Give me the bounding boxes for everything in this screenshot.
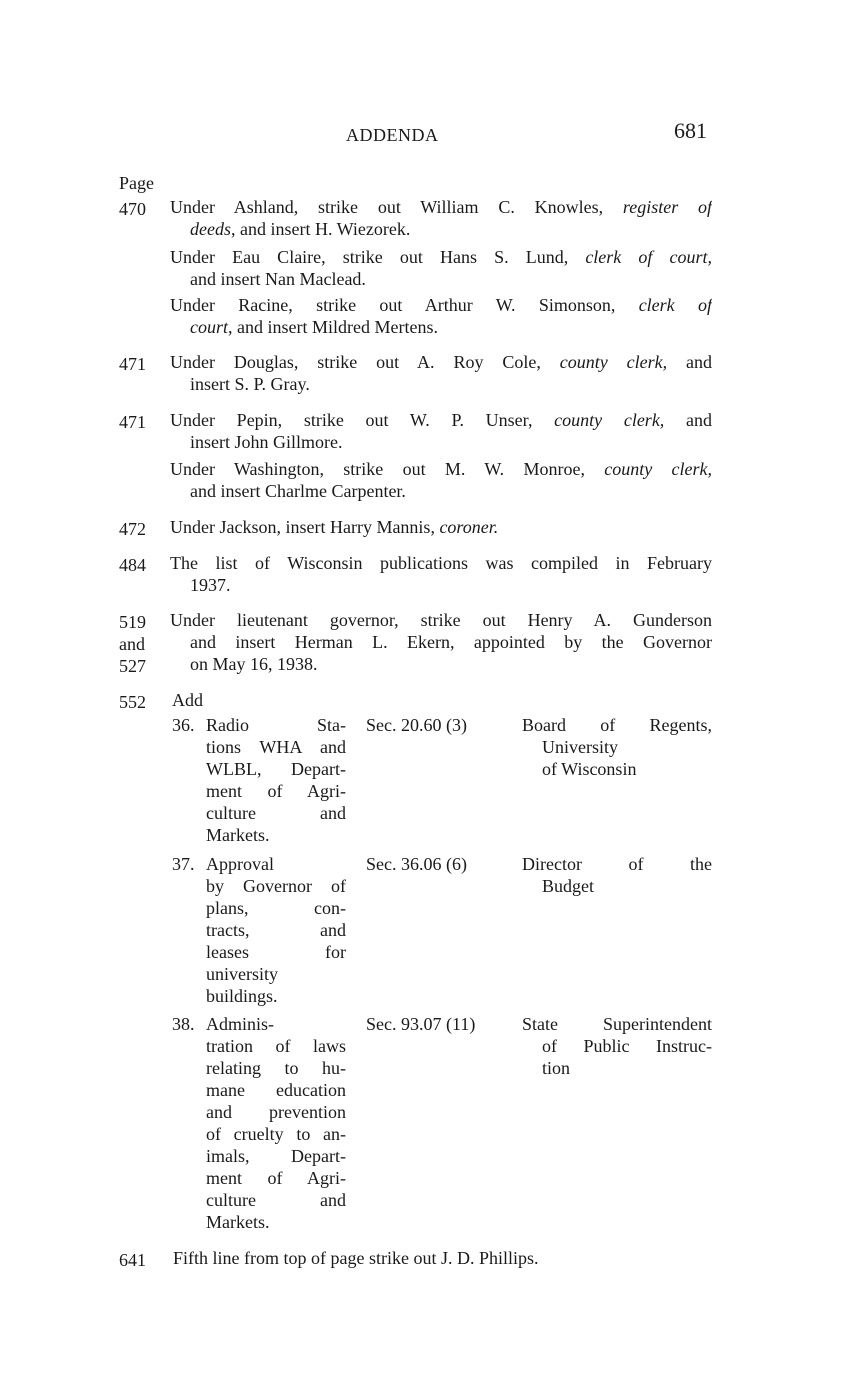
entry-line: Under Eau Claire, strike out Hans S. Lund, clerk of court, [170, 247, 712, 267]
entry-line: The list of Wisconsin publications was compiled in February [170, 553, 712, 573]
table-cell-section: Sec. 20.60 (3) [366, 715, 467, 735]
entry-page-number: 552 [119, 692, 146, 712]
entry-text [170, 409, 712, 453]
entry-page-number: 641 [119, 1250, 146, 1270]
entry-line: Under Washington, strike out M. W. Monroe, county clerk, [170, 459, 712, 479]
table-cell-agency: State Superintendent of Public Instruc- tion [522, 1014, 712, 1078]
table-cell-agency: Director of the Budget [522, 854, 712, 896]
table-cell-subject: Radio Sta- tions WHA and WLBL, Depart- ment of Agri- culture and Markets. [206, 715, 346, 845]
entry-line: 1937. [190, 575, 231, 595]
entry-text [170, 351, 712, 395]
page-column-label: Page [119, 173, 154, 193]
entry-line: insert S. P. Gray. [190, 374, 310, 394]
entry-line: on May 16, 1938. [190, 654, 318, 674]
table-cell-agency: Board of Regents, University of Wisconsin [522, 715, 712, 779]
entry-page-number: 527 [119, 656, 146, 676]
entry-text [170, 516, 712, 538]
entry-page-number: 472 [119, 519, 146, 539]
entry-line: and insert Herman L. Ekern, appointed by the Governor [190, 632, 712, 652]
entry-line: deeds, and insert H. Wiezorek. [190, 219, 411, 239]
entry-text [170, 294, 712, 338]
table-row-number: 37. [172, 854, 195, 874]
page-header-title: ADDENDA [346, 125, 439, 145]
entry-text [170, 196, 712, 240]
entry-line: Under Pepin, strike out W. P. Unser, county clerk, and [170, 410, 712, 430]
entry-line: Under Racine, strike out Arthur W. Simonson, clerk of [170, 295, 712, 315]
entry-text: Add [172, 690, 203, 710]
entry-line: court, and insert Mildred Mertens. [190, 317, 438, 337]
entry-text: Fifth line from top of page strike out J. D. Phillips. [173, 1248, 539, 1268]
table-cell-subject: Approval by Governor of plans, con- tracts, and leases for university buildings. [206, 854, 346, 1006]
table-cell-section: Sec. 93.07 (11) [366, 1014, 476, 1034]
entry-page-number: 471 [119, 354, 146, 374]
page-number: 681 [674, 118, 707, 143]
table-cell-section: Sec. 36.06 (6) [366, 854, 467, 874]
entry-line: Under Ashland, strike out William C. Knowles, register of [170, 197, 712, 217]
entry-page-number: 484 [119, 555, 146, 575]
entry-page-number: and [119, 634, 145, 654]
entry-line: insert John Gillmore. [190, 432, 343, 452]
entry-line: Under lieutenant governor, strike out Henry A. Gunderson [170, 610, 712, 630]
table-cell-subject: Adminis- tration of laws relating to hu- mane education and prevention of cruelty to an- imals, Depart- ment of Agri- culture and Markets. [206, 1014, 346, 1232]
entry-text [170, 246, 712, 290]
entry-page-number: 471 [119, 412, 146, 432]
entry-text [170, 552, 712, 596]
entry-page-number: 519 [119, 612, 146, 632]
table-row-number: 36. [172, 715, 195, 735]
entry-line: and insert Charlme Carpenter. [190, 481, 406, 501]
entry-page-number: 470 [119, 199, 146, 219]
table-row-number: 38. [172, 1014, 195, 1034]
entry-line: Under Jackson, insert Harry Mannis, coroner. [170, 517, 499, 537]
entry-line: and insert Nan Maclead. [190, 269, 366, 289]
entry-text [170, 458, 712, 502]
entry-line: Under Douglas, strike out A. Roy Cole, county clerk, and [170, 352, 712, 372]
entry-text [170, 609, 712, 675]
